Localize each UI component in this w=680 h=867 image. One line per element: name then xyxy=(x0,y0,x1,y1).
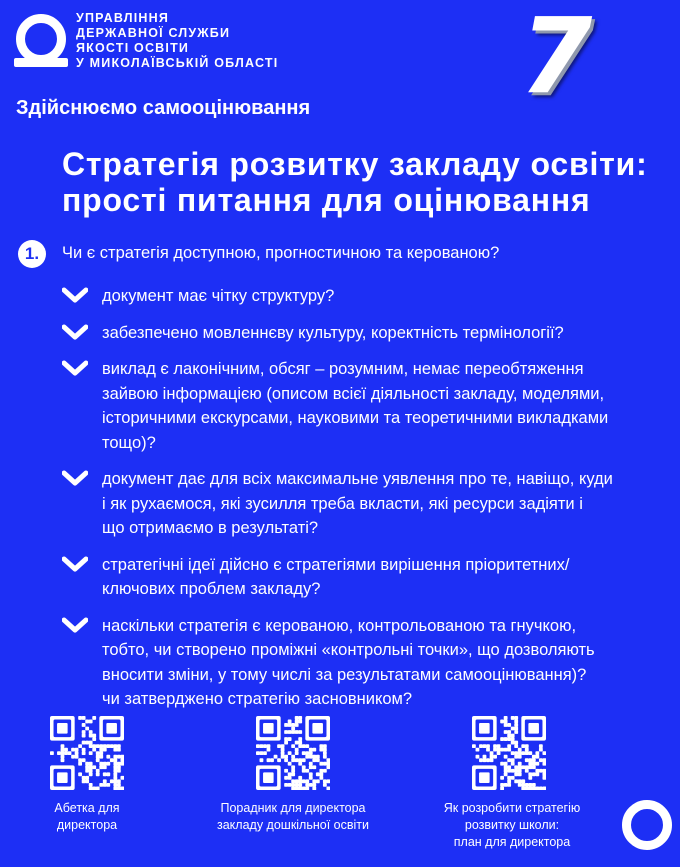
qr-label-line: Абетка для xyxy=(54,801,120,815)
item-text-line: ключових проблем закладу? xyxy=(102,580,321,598)
check-icon xyxy=(62,555,88,573)
item-text-line: історичними екскурсами, науковими та теоретичними викладками xyxy=(102,409,609,427)
page-title xyxy=(62,146,648,218)
subtitle: Здійснюємо самооцінювання xyxy=(16,97,311,119)
org-line: ЯКОСТІ ОСВІТИ xyxy=(76,41,190,55)
org-line: УПРАВЛІННЯ xyxy=(76,11,170,25)
qr-label-line: Як розробити стратегію xyxy=(443,801,581,815)
qr-code-icon xyxy=(50,716,124,790)
title-line: прості питання для оцінювання xyxy=(62,182,591,218)
question-number-badge: 1. xyxy=(18,240,46,268)
logo-ring xyxy=(16,14,66,64)
item-text-line: тобто, чи створено проміжні «контрольні точки», що дозволяють xyxy=(102,641,595,659)
qr-label xyxy=(22,800,152,834)
item-text-line: зайвою інформацією (описом всієї діяльності закладу, моделями, xyxy=(102,384,605,403)
checklist-item xyxy=(62,467,668,541)
logo-bar xyxy=(14,58,68,67)
checklist-item xyxy=(62,357,668,455)
item-text-line: виклад є лаконічним, обсяг – розумним, немає переобтяження xyxy=(102,360,584,378)
item-text-line: вносити зміни, у тому числі за результатами самооцінювання)? xyxy=(102,665,587,684)
checklist xyxy=(62,284,668,724)
org-line: ДЕРЖАВНОЇ СЛУЖБИ xyxy=(76,26,231,40)
qr-code-icon xyxy=(472,716,546,790)
check-icon xyxy=(62,323,88,341)
item-text-line: забезпечено мовленнєву культуру, коректність термінології? xyxy=(102,323,564,342)
checklist-item xyxy=(62,614,668,712)
item-text-line: і як рухаємося, які зусилля треба вкласти, які ресурси задіяти і xyxy=(102,494,583,513)
org-line: У МИКОЛАЇВСЬКІЙ ОБЛАСТІ xyxy=(76,56,279,70)
qr-label-line: план для директора xyxy=(453,835,571,849)
item-text-line: документ дає для всіх максимальне уявлення про те, навіщо, куди xyxy=(102,470,613,488)
issue-number: 7 xyxy=(520,0,593,117)
qr-label xyxy=(414,800,610,851)
item-text-line: чи затверджено стратегію засновником? xyxy=(102,690,413,708)
checklist-item xyxy=(62,553,668,602)
check-icon xyxy=(62,286,88,304)
item-text-line: документ має чітку структуру? xyxy=(102,287,335,305)
checklist-item xyxy=(62,284,668,309)
qr-label-line: розвитку школи: xyxy=(464,818,560,832)
item-text-line: тощо)? xyxy=(102,433,156,452)
logo-ring-bottom xyxy=(622,800,672,850)
organization-name xyxy=(76,11,278,71)
question-text: Чи є стратегія доступною, прогностичною та керованою? xyxy=(62,244,500,262)
check-icon xyxy=(62,616,88,634)
check-icon xyxy=(62,359,88,377)
item-text-line: що отримаємо в результаті? xyxy=(102,519,319,537)
item-text-line: наскільки стратегія є керованою, контрольованою та гнучкою, xyxy=(102,616,577,635)
checklist-item xyxy=(62,321,668,346)
item-text-line: стратегічні ідеї дійсно є стратегіями вирішення пріоритетних/ xyxy=(102,555,570,574)
check-icon xyxy=(62,469,88,487)
qr-code-icon xyxy=(256,716,330,790)
title-line: Стратегія розвитку закладу освіти: xyxy=(62,146,648,182)
qr-label-line: директора xyxy=(56,818,118,832)
qr-label xyxy=(190,800,396,834)
qr-label-line: закладу дошкільної освіти xyxy=(216,818,369,832)
qr-label-line: Порадник для директора xyxy=(220,801,366,815)
